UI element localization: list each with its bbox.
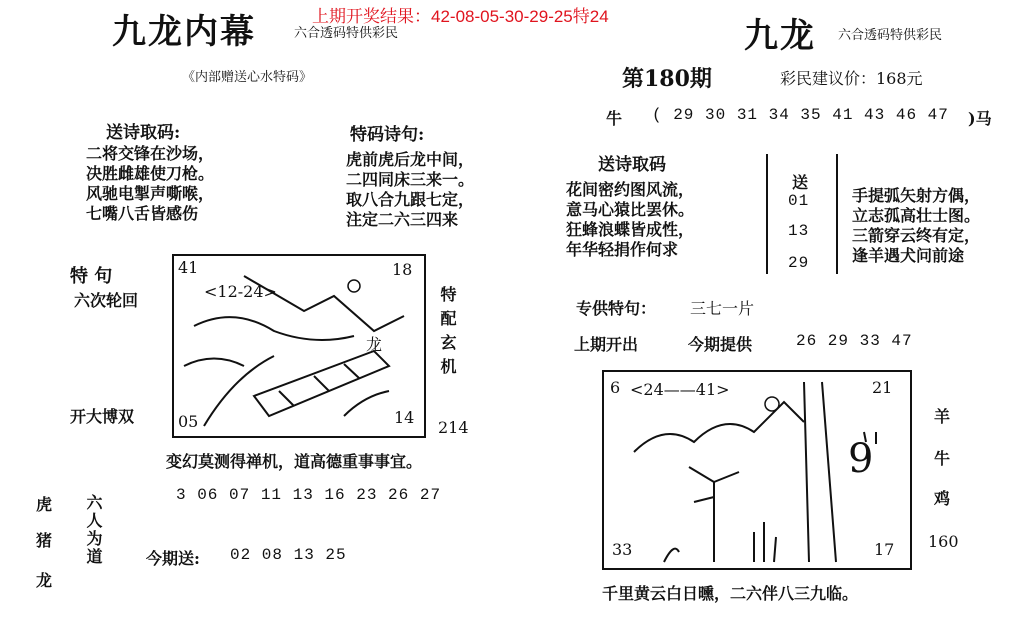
- last-issue-label: 上期开出: [574, 335, 639, 354]
- sketch-num-tr: 18: [392, 260, 413, 279]
- zodiac-left-3: 龙: [36, 571, 53, 590]
- zodiac-right-3: 鸡: [934, 489, 951, 508]
- zodiac-left-1: 虎: [36, 495, 53, 514]
- left-poem-block: [86, 144, 214, 224]
- sketch-num-br: 17: [874, 540, 895, 559]
- left-poem-line: 二将交锋在沙场，: [86, 144, 215, 163]
- teju-label: 特 句: [70, 266, 113, 287]
- right-bottom-phrase: 千里黄云白日曛，二六伴八三九临。: [602, 584, 859, 603]
- left-subtitle: 六合透码特供彩民: [294, 26, 399, 41]
- right-title: 九龙: [744, 16, 816, 56]
- left-number-row: 3 06 07 11 13 16 23 26 27: [176, 486, 442, 504]
- left-title: 九龙内幕: [112, 12, 256, 52]
- price-text: 彩民建议价：168元: [780, 69, 923, 88]
- left-poem-title: 送诗取码:: [106, 123, 181, 143]
- right-poem-line: 逢羊遇犬问前途: [852, 246, 965, 265]
- issue-number: 第180期: [622, 66, 712, 92]
- sketch-num-tl: 41: [178, 258, 199, 277]
- left-side-number: 214: [438, 418, 469, 437]
- kaida-text: 开大博双: [70, 407, 135, 426]
- horse-label: )马: [968, 109, 992, 128]
- left-today-label: 今期送:: [146, 549, 200, 568]
- sketch-num-bl: 05: [178, 412, 199, 431]
- right-poem-line: 手提弧矢射方偶，: [852, 186, 981, 205]
- internal-note: 《内部赠送心水特码》: [182, 70, 313, 85]
- right-poem-line: 狂蜂浪蝶皆成性，: [566, 220, 695, 239]
- special-poem-line: 二四同床三来一。: [346, 170, 475, 189]
- sketch-num-br: 14: [394, 408, 415, 427]
- zodiac-vertical: 六人为道: [84, 494, 103, 566]
- special-poem-line: 虎前虎后龙中间，: [346, 150, 475, 169]
- zodiac-right-2: 牛: [934, 449, 951, 468]
- zodiac-left-2: 猪: [36, 531, 53, 550]
- last-draw-result: 上期开奖结果：42-08-05-30-29-25特24: [312, 7, 609, 26]
- special-poem-line: 取八合九跟七定，: [346, 190, 475, 209]
- sketch-dragon-char: 龙: [366, 335, 383, 354]
- right-today-label: 今期提供: [688, 335, 753, 354]
- right-poem-line: 年华轻捐作何求: [566, 240, 679, 259]
- sketch-num-mid: 9: [848, 436, 874, 482]
- left-poem-line: 风驰电掣声嘶喉，: [86, 184, 215, 203]
- ox-nums: ( 29 30 31 34 35 41 43 46 47: [652, 106, 949, 124]
- right-sketch: [602, 370, 912, 570]
- teju-text: 六次轮回: [74, 291, 139, 310]
- sketch-range: <24——41>: [630, 380, 730, 399]
- special-poem-block: [346, 150, 474, 230]
- sketch-num-tr: 21: [872, 378, 893, 397]
- send-box-num: 01: [788, 192, 810, 210]
- left-today-nums: 02 08 13 25: [230, 546, 347, 564]
- left-sketch: [172, 254, 426, 438]
- right-poem-left: [566, 180, 694, 260]
- right-poem-line: 立志孤高壮士图。: [852, 206, 981, 225]
- right-subtitle: 六合透码特供彩民: [838, 28, 943, 43]
- send-box-label: 送: [792, 173, 809, 192]
- send-box-num: 13: [788, 222, 810, 240]
- left-poem-line: 决胜雌雄使刀枪。: [86, 164, 215, 183]
- ox-label: 牛: [606, 109, 623, 128]
- zhuangong-label: 专供特句：: [576, 299, 657, 318]
- zhuangong-text: 三七一片: [690, 299, 755, 318]
- send-box-num: 29: [788, 254, 810, 272]
- send-box: [766, 154, 838, 274]
- right-poem-line: 意马心猿比罢休。: [566, 200, 695, 219]
- right-poem-title: 送诗取码: [598, 155, 666, 175]
- sketch-num-tl: 6: [610, 378, 621, 397]
- special-poem-title: 特码诗句:: [350, 125, 425, 145]
- left-poem-line: 七嘴八舌皆感伤: [86, 204, 199, 223]
- side-vertical-text: 特配玄机: [438, 286, 457, 382]
- right-side-number: 160: [928, 532, 959, 551]
- left-phrase: 变幻莫测得禅机，道高德重事事宜。: [166, 452, 423, 471]
- right-poem-right: [852, 186, 980, 266]
- right-poem-line: 花间密约图风流，: [566, 180, 695, 199]
- zodiac-right-1: 羊: [934, 407, 951, 426]
- sketch-range: <12-24>: [204, 282, 277, 301]
- right-today-nums: 26 29 33 47: [796, 332, 913, 350]
- special-poem-line: 注定二六三四来: [346, 210, 459, 229]
- right-poem-line: 三箭穿云终有定，: [852, 226, 981, 245]
- sketch-num-bl: 33: [612, 540, 633, 559]
